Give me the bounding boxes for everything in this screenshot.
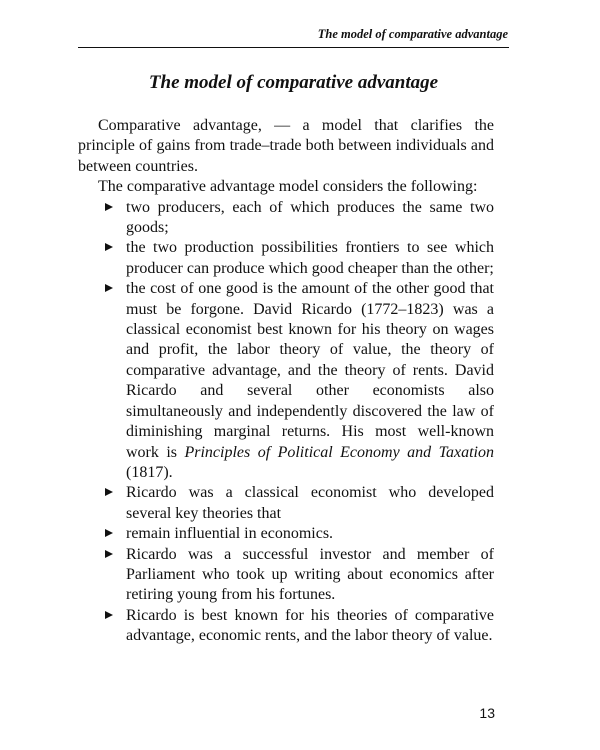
triangle-bullet-icon <box>105 529 113 537</box>
list-item-text: Ricardo was a classical economist who developed several key theories that <box>126 484 494 522</box>
list-item <box>78 545 494 606</box>
list-item <box>78 606 494 647</box>
bullet-list <box>78 198 494 647</box>
list-item-text: the two production possibilities frontiers to see which producer can produce which good cheaper than the other; <box>126 239 494 277</box>
list-item-text: Ricardo was a successful investor and member of Parliament who took up writing about economics after retiring young from his fortunes. <box>126 545 494 604</box>
running-header: The model of comparative advantage <box>317 27 508 41</box>
list-item-text: two producers, each of which produces the same two goods; <box>126 198 494 237</box>
intro-paragraph: Comparative advantage, — a model that clarifies the principle of gains from trade–trade both between individuals and between countries. <box>78 117 494 175</box>
triangle-bullet-icon <box>105 284 113 292</box>
list-item <box>78 524 494 544</box>
triangle-bullet-icon <box>105 611 113 619</box>
triangle-bullet-icon <box>105 488 113 496</box>
page-number: 13 <box>479 705 495 721</box>
body-text <box>78 116 494 647</box>
header-divider <box>78 47 509 48</box>
triangle-bullet-icon <box>105 550 113 558</box>
list-item <box>78 238 494 279</box>
list-item <box>78 483 494 524</box>
triangle-bullet-icon <box>105 203 113 211</box>
list-item <box>78 279 494 483</box>
list-item-text: Ricardo is best known for his theories of comparative advantage, economic rents, and the labor theory of value. <box>126 606 494 645</box>
publication-year: (1817). <box>126 463 173 481</box>
triangle-bullet-icon <box>105 243 113 251</box>
book-title: Principles of Political Economy and Taxation <box>184 443 494 461</box>
page-title: The model of comparative advantage <box>148 72 439 93</box>
list-item <box>78 198 494 239</box>
list-lead-paragraph: The comparative advantage model considers the following: <box>98 178 478 196</box>
list-item-text: the cost of one good is the amount of the other good that must be forgone. David Ricardo (1772–1823) was a classical economist best known for his theory on wages and profit, the labor theory of value, the theory of comparative advantage, and the theory of rents. David Ricardo and several other economists also simultaneously and independently discovered the law of diminishing marginal returns. His most well-known work is <box>126 280 494 461</box>
list-item-text: remain influential in economics. <box>126 525 334 543</box>
